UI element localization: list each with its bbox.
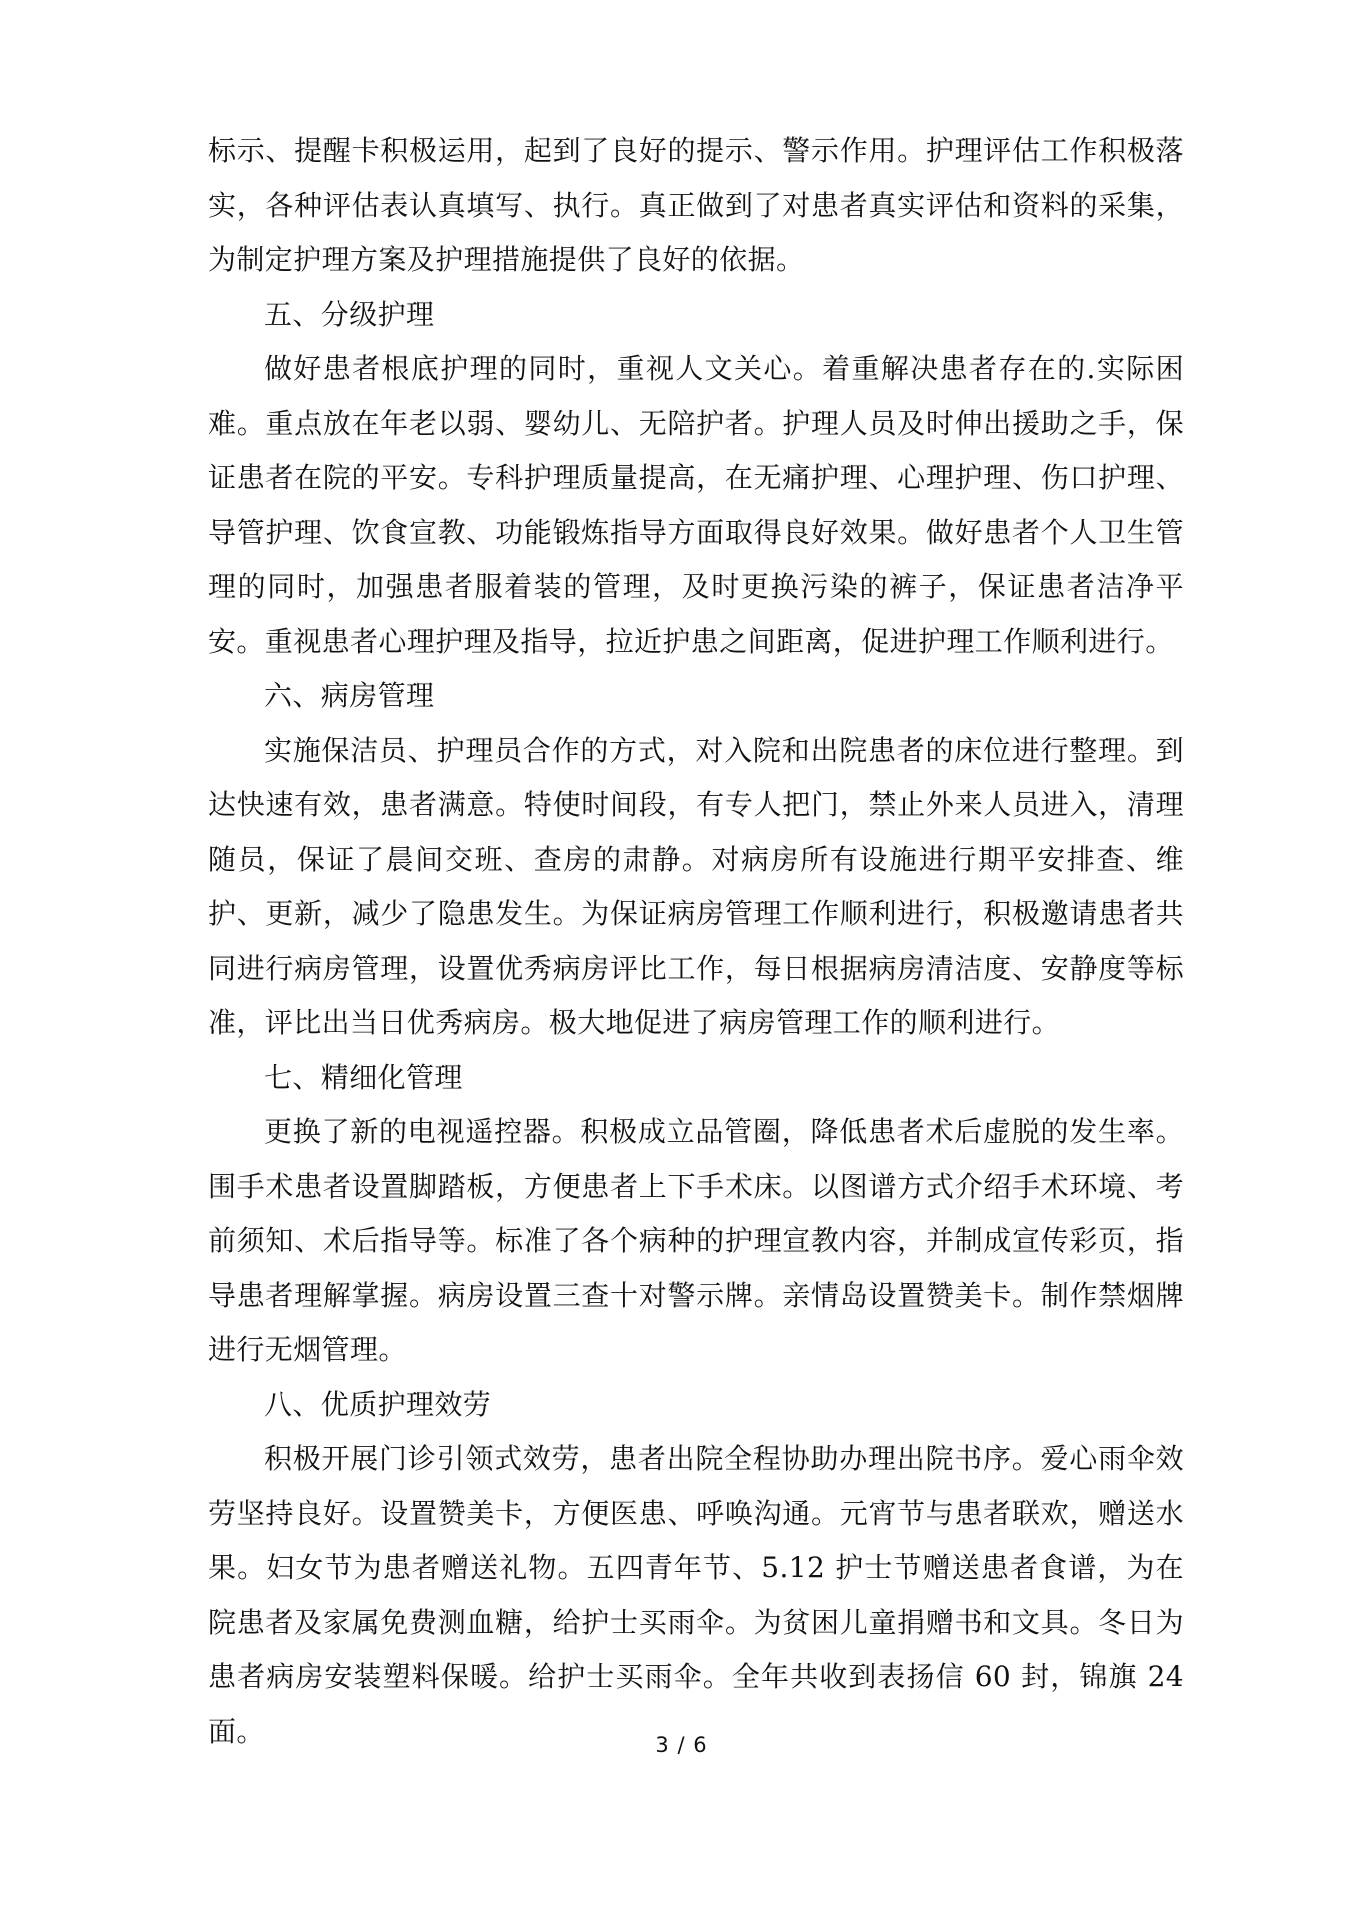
paragraph-grading-care: 做好患者根底护理的同时，重视人文关心。着重解决患者存在的.实际困难。重点放在年老以弱、婴幼儿、无陪护者。护理人员及时伸出援助之手，保证患者在院的平安。专科护理质量提高，在无痛护理、心理护理、伤口护理、导管护理、饮食宣教、功能锻炼指导方面取得良好效果。做好患者个人卫生管理的同时，加强患者服着装的管理，及时更换污染的裤子，保证患者洁净平安。重视患者心理护理及指导，拉近护患之间距离，促进护理工作顺利进行。: [208, 352, 1184, 658]
section-heading-ward-management: 六、病房管理: [264, 679, 435, 712]
document-body: [208, 124, 1184, 1759]
paragraph-continuation: 标示、提醒卡积极运用，起到了良好的提示、警示作用。护理评估工作积极落实，各种评估表认真填写、执行。真正做到了对患者真实评估和资料的采集，为制定护理方案及护理措施提供了良好的依据。: [208, 134, 1184, 276]
section-heading-quality-care: 八、优质护理效劳: [264, 1387, 492, 1421]
section-heading-refined-management: 七、精细化管理: [264, 1060, 463, 1094]
paragraph-quality-care: 积极开展门诊引领式效劳，患者出院全程协助办理出院书序。爱心雨伞效劳坚持良好。设置赞美卡，方便医患、呼唤沟通。元宵节与患者联欢，赠送水果。妇女节为患者赠送礼物。五四青年节、5.12 护士节赠送患者食谱，为在院患者及家属免费测血糖，给护士买雨伞。为贫困儿童捐赠书和文具。冬日为患者病房安装塑料保暖。给护士买雨伞。全年共收到表扬信 60 封，锦旗 24 面。: [208, 1442, 1184, 1748]
paragraph-refined-management: 更换了新的电视遥控器。积极成立品管圈，降低患者术后虚脱的发生率。围手术患者设置脚踏板，方便患者上下手术床。以图谱方式介绍手术环境、考前须知、术后指导等。标准了各个病种的护理宣教内容，并制成宣传彩页，指导患者理解掌握。病房设置三查十对警示牌。亲情岛设置赞美卡。制作禁烟牌进行无烟管理。: [208, 1115, 1184, 1366]
section-heading-grading-care: 五、分级护理: [264, 297, 435, 331]
paragraph-ward-management: 实施保洁员、护理员合作的方式，对入院和出院患者的床位进行整理。到达快速有效，患者满意。特使时间段，有专人把门，禁止外来人员进入，清理随员，保证了晨间交班、查房的肃静。对病房所有设施进行期平安排查、维护、更新，减少了隐患发生。为保证病房管理工作顺利进行，积极邀请患者共同进行病房管理，设置优秀病房评比工作，每日根据病房清洁度、安静度等标准，评比出当日优秀病房。极大地促进了病房管理工作的顺利进行。: [208, 733, 1184, 1039]
page-number: 3 / 6: [655, 1733, 708, 1757]
